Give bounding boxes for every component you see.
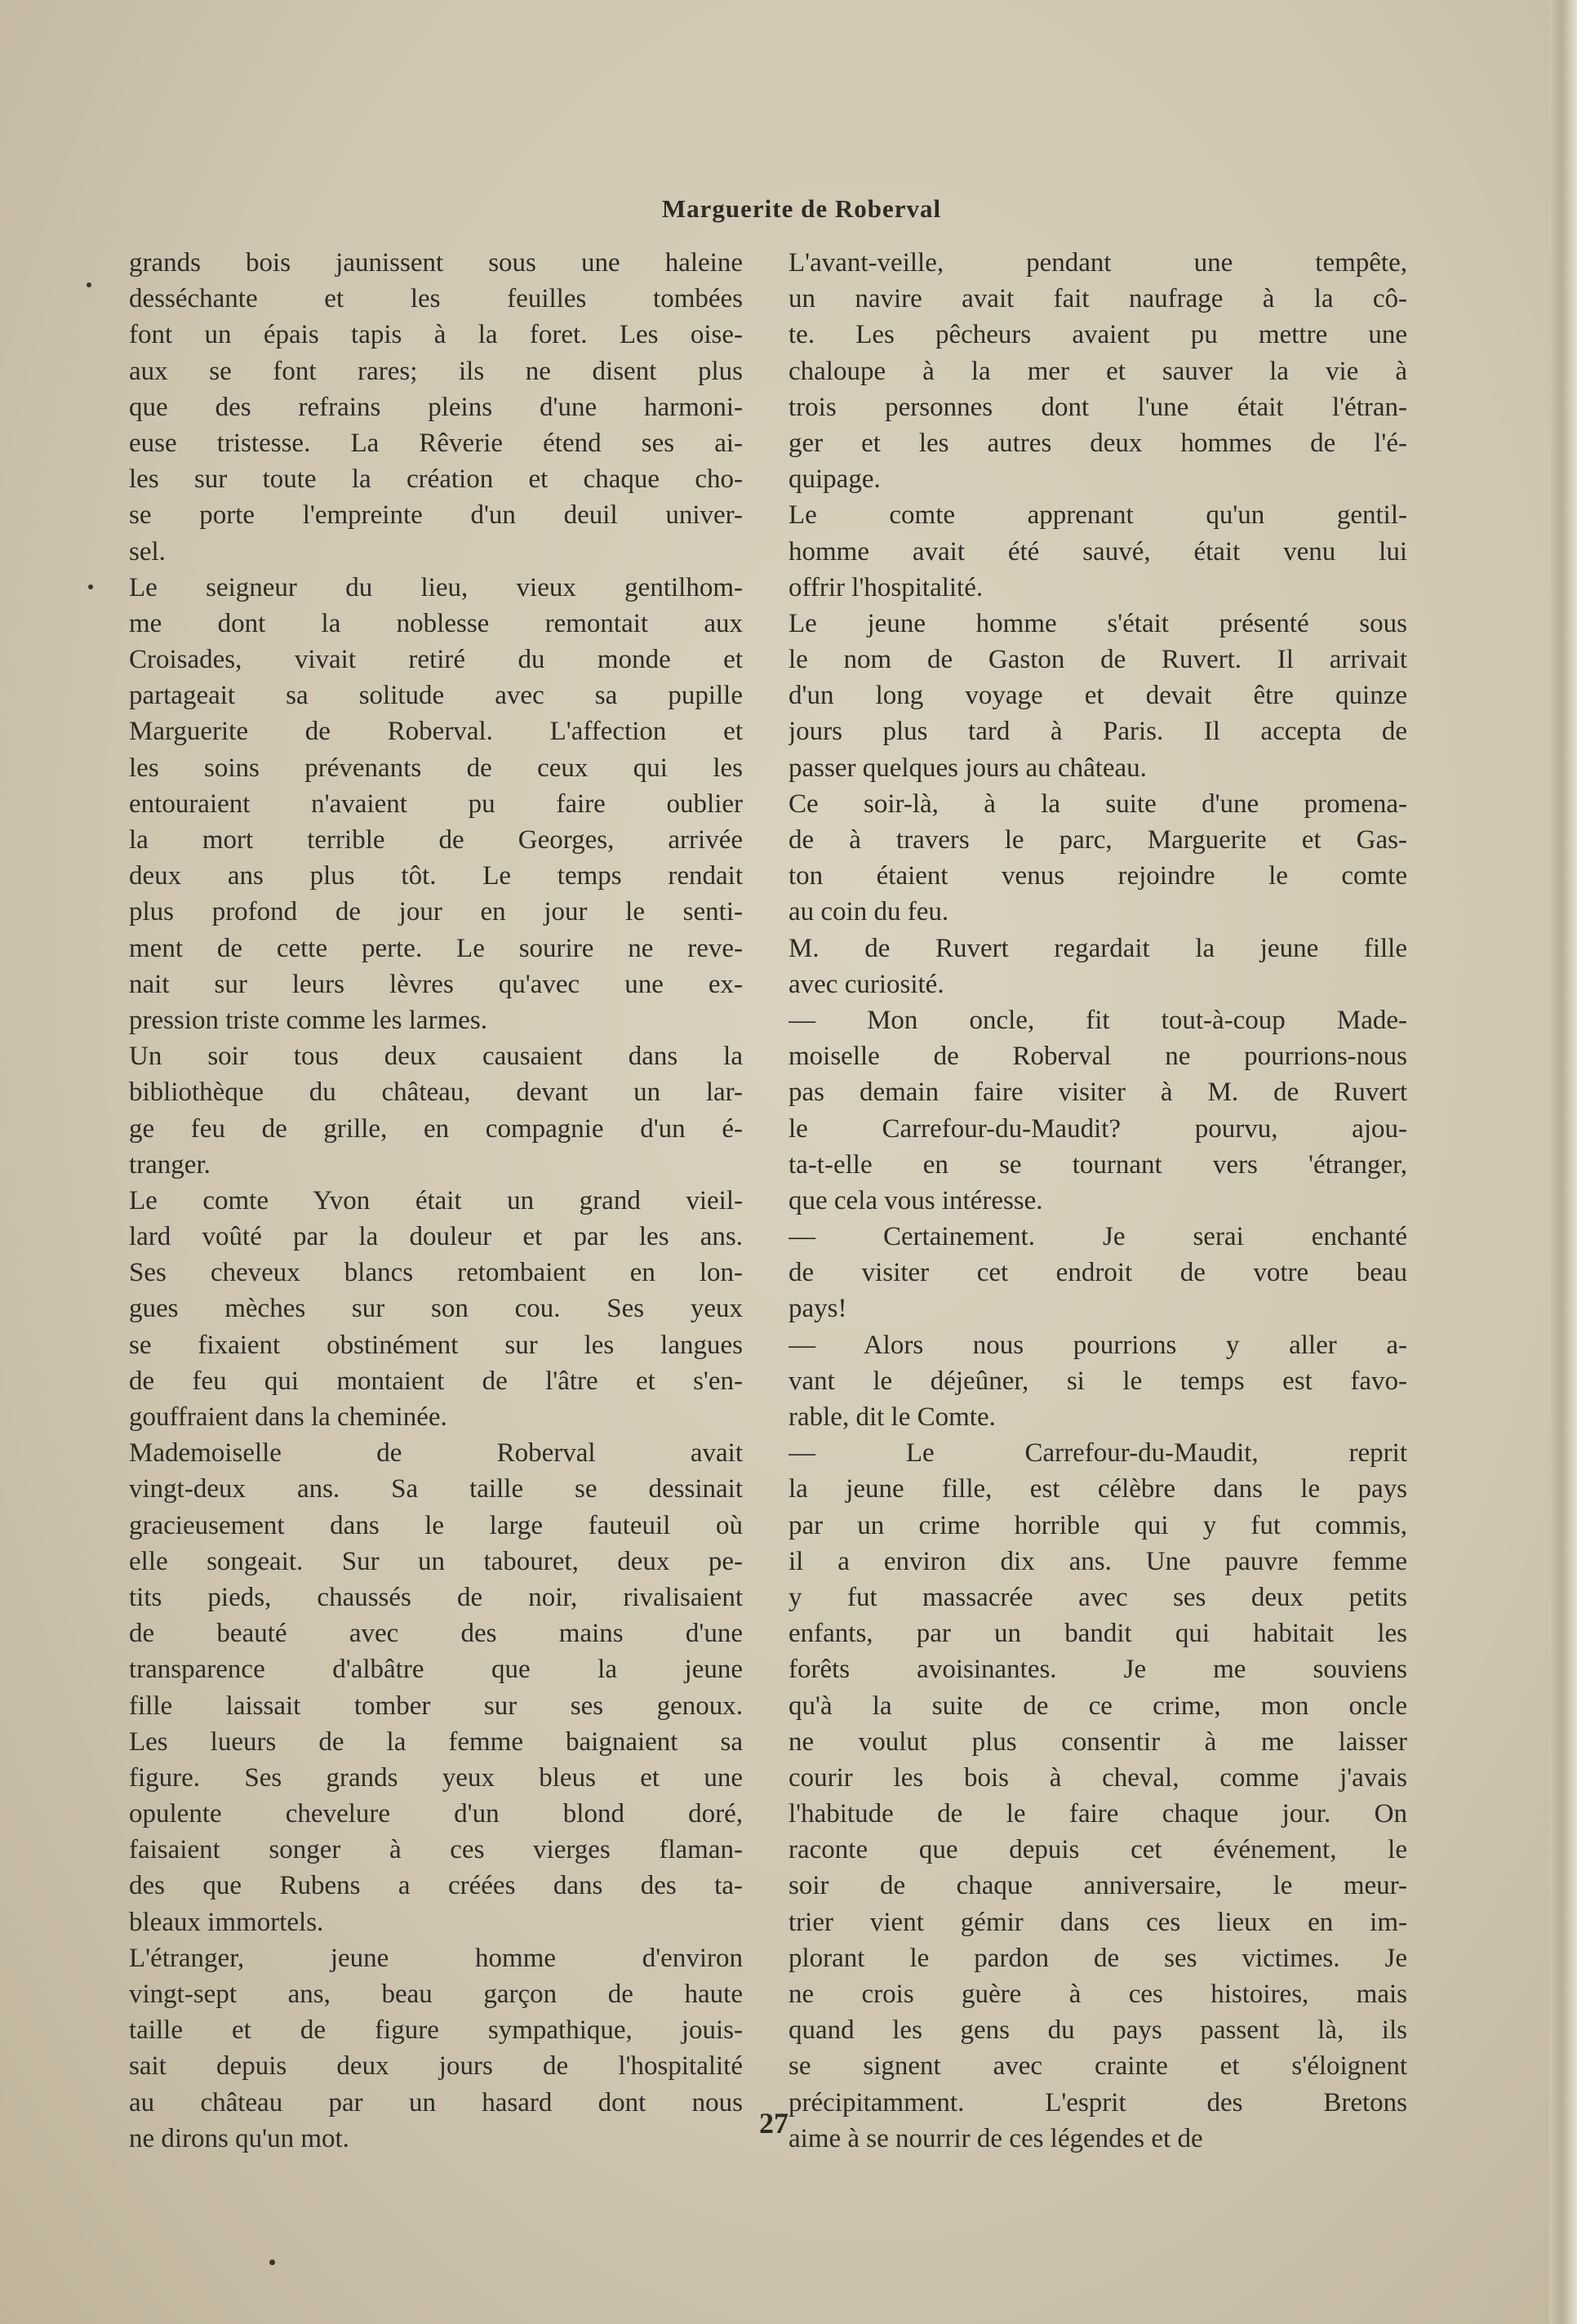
text-line: trier vient gémir dans ces lieux en im- — [788, 1907, 1407, 1937]
text-line: ger et les autres deux hommes de l'é- — [788, 428, 1407, 458]
text-line: gracieusement dans le large fauteuil où — [129, 1510, 743, 1540]
text-line: homme avait été sauvé, était venu lui — [788, 536, 1407, 567]
text-line: entouraient n'avaient pu faire oublier — [129, 789, 743, 819]
text-line: Mademoiselle de Roberval avait — [129, 1438, 743, 1469]
page-number: 27 — [759, 2107, 788, 2140]
text-line: fille laissait tomber sur ses genoux. — [129, 1691, 743, 1721]
text-line: desséchante et les feuilles tombées — [129, 284, 743, 314]
text-line: Marguerite de Roberval. L'affection et — [129, 717, 743, 747]
text-line: ment de cette perte. Le sourire ne reve- — [129, 933, 743, 963]
text-line: de beauté avec des mains d'une — [129, 1619, 743, 1649]
text-line: gues mèches sur son cou. Ses yeux — [129, 1294, 743, 1324]
text-line: que des refrains pleins d'une harmoni- — [129, 392, 743, 422]
text-line: pays! — [788, 1294, 847, 1324]
text-line: te. Les pêcheurs avaient pu mettre une — [788, 320, 1407, 350]
text-line: font un épais tapis à la foret. Les oise- — [129, 320, 743, 350]
text-line: moiselle de Roberval ne pourrions-nous — [788, 1042, 1407, 1072]
ink-speck — [88, 584, 93, 589]
text-line: taille et de figure sympathique, jouis- — [129, 2015, 743, 2046]
text-line: enfants, par un bandit qui habitait les — [788, 1619, 1407, 1649]
text-line: partageait sa solitude avec sa pupille — [129, 681, 743, 711]
text-line: sel. — [129, 536, 166, 567]
text-line: transparence d'albâtre que la jeune — [129, 1655, 743, 1685]
running-head: Marguerite de Roberval — [661, 194, 942, 223]
text-line: — Mon oncle, fit tout-à-coup Made- — [788, 1005, 1407, 1035]
text-line: de visiter cet endroit de votre beau — [788, 1258, 1407, 1288]
text-line: raconte que depuis cet événement, le — [788, 1835, 1407, 1865]
text-line: L'étranger, jeune homme d'environ — [129, 1943, 743, 1973]
text-line: me dont la noblesse remontait aux — [129, 608, 743, 638]
text-line: sait depuis deux jours de l'hospitalité — [129, 2051, 743, 2082]
text-line: la jeune fille, est célèbre dans le pays — [788, 1474, 1407, 1504]
text-line: plorant le pardon de ses victimes. Je — [788, 1943, 1407, 1973]
text-line: quipage. — [788, 464, 881, 495]
text-line: soir de chaque anniversaire, le meur- — [788, 1871, 1407, 1901]
text-line: euse tristesse. La Rêverie étend ses ai- — [129, 428, 743, 458]
text-line: L'avant-veille, pendant une tempête, — [788, 248, 1407, 278]
text-line: opulente chevelure d'un blond doré, — [129, 1799, 743, 1829]
text-line: faisaient songer à ces vierges flaman- — [129, 1835, 743, 1865]
text-line: se porte l'empreinte d'un deuil univer- — [129, 500, 743, 531]
text-line: courir les bois à cheval, comme j'avais — [788, 1762, 1407, 1793]
right-text-column — [788, 245, 1407, 2157]
text-line: chaloupe à la mer et sauver la vie à — [788, 356, 1407, 386]
text-line: pas demain faire visiter à M. de Ruvert — [788, 1078, 1407, 1108]
text-line: vingt-sept ans, beau garçon de haute — [129, 1980, 743, 2009]
text-line: gouffraient dans la cheminée. — [129, 1402, 447, 1432]
text-line: le Carrefour-du-Maudit? pourvu, ajou- — [788, 1113, 1407, 1144]
text-line: Le comte apprenant qu'un gentil- — [788, 500, 1407, 531]
text-line: — Le Carrefour-du-Maudit, reprit — [788, 1438, 1407, 1469]
text-line: vant le déjeûner, si le temps est favo- — [788, 1366, 1407, 1396]
text-line: jours plus tard à Paris. Il accepta de — [788, 717, 1407, 747]
text-line: il a environ dix ans. Une pauvre femme — [788, 1546, 1407, 1576]
text-line: — Alors nous pourrions y aller a- — [788, 1330, 1407, 1360]
text-line: l'habitude de le faire chaque jour. On — [788, 1799, 1407, 1829]
text-line: rable, dit le Comte. — [788, 1402, 996, 1432]
text-line: aux se font rares; ils ne disent plus — [129, 356, 743, 386]
text-line: que cela vous intéresse. — [788, 1185, 1043, 1215]
text-line: nait sur leurs lèvres qu'avec une ex- — [129, 969, 743, 999]
text-line: y fut massacrée avec ses deux petits — [788, 1582, 1407, 1612]
text-line: ta-t-elle en se tournant vers 'étranger, — [788, 1149, 1407, 1180]
text-line: Croisades, vivait retiré du monde et — [129, 645, 743, 675]
text-line: Le comte Yvon était un grand vieil- — [129, 1185, 743, 1215]
text-line: lard voûté par la douleur et par les ans. — [129, 1222, 743, 1252]
text-line: qu'à la suite de ce crime, mon oncle — [788, 1691, 1407, 1721]
text-line: plus profond de jour en jour le senti- — [129, 897, 743, 927]
text-line: bleaux immortels. — [129, 1907, 324, 1937]
text-line: Le seigneur du lieu, vieux gentilhom- — [129, 572, 743, 602]
text-line: bibliothèque du château, devant un lar- — [129, 1078, 743, 1108]
text-line: ne crois guère à ces histoires, mais — [788, 1980, 1407, 2009]
text-line: les sur toute la création et chaque cho- — [129, 464, 743, 495]
text-line: par un crime horrible qui y fut commis, — [788, 1510, 1407, 1540]
text-line: de feu qui montaient de l'âtre et s'en- — [129, 1366, 743, 1396]
text-line: Le jeune homme s'était présenté sous — [788, 608, 1407, 638]
text-line: trois personnes dont l'une était l'étran- — [788, 392, 1407, 422]
text-line: — Certainement. Je serai enchanté — [788, 1222, 1407, 1252]
text-line: forêts avoisinantes. Je me souviens — [788, 1655, 1407, 1685]
text-line: figure. Ses grands yeux bleus et une — [129, 1762, 743, 1793]
text-line: de à travers le parc, Marguerite et Gas- — [788, 825, 1407, 855]
text-line: M. de Ruvert regardait la jeune fille — [788, 933, 1407, 963]
text-line: au château par un hasard dont nous — [129, 2087, 743, 2117]
left-text-column — [129, 245, 743, 2157]
text-line: d'un long voyage et devait être quinze — [788, 681, 1407, 711]
text-line: ge feu de grille, en compagnie d'un é- — [129, 1113, 743, 1144]
text-line: un navire avait fait naufrage à la cô- — [788, 284, 1407, 314]
text-line: quand les gens du pays passent là, ils — [788, 2015, 1407, 2046]
ink-speck — [87, 282, 91, 287]
text-line: Ses cheveux blancs retombaient en lon- — [129, 1258, 743, 1288]
ink-speck — [269, 2260, 275, 2265]
text-line: pression triste comme les larmes. — [129, 1005, 487, 1035]
text-line: se signent avec crainte et s'éloignent — [788, 2051, 1407, 2082]
text-line: se fixaient obstinément sur les langues — [129, 1330, 743, 1360]
text-line: au coin du feu. — [788, 897, 949, 927]
text-line: les soins prévenants de ceux qui les — [129, 753, 743, 783]
text-line: ne dirons qu'un mot. — [129, 2123, 349, 2153]
text-line: le nom de Gaston de Ruvert. Il arrivait — [788, 645, 1407, 675]
text-line: elle songeait. Sur un tabouret, deux pe- — [129, 1546, 743, 1576]
text-line: Un soir tous deux causaient dans la — [129, 1042, 743, 1072]
page-edge — [1549, 0, 1577, 2324]
text-line: des que Rubens a créées dans des ta- — [129, 1871, 743, 1901]
text-line: vingt-deux ans. Sa taille se dessinait — [129, 1474, 743, 1504]
text-line: précipitamment. L'esprit des Bretons — [788, 2087, 1407, 2117]
text-line: grands bois jaunissent sous une haleine — [129, 248, 743, 278]
text-line: tranger. — [129, 1149, 211, 1180]
text-line: deux ans plus tôt. Le temps rendait — [129, 861, 743, 891]
text-line: ton étaient venus rejoindre le comte — [788, 861, 1407, 891]
text-line: Les lueurs de la femme baignaient sa — [129, 1726, 743, 1757]
text-line: la mort terrible de Georges, arrivée — [129, 825, 743, 855]
text-line: Ce soir-là, à la suite d'une promena- — [788, 789, 1407, 819]
text-line: offrir l'hospitalité. — [788, 572, 984, 602]
text-line: aime à se nourrir de ces légendes et de — [788, 2123, 1203, 2153]
text-line: passer quelques jours au château. — [788, 753, 1147, 783]
text-line: ne voulut plus consentir à me laisser — [788, 1726, 1407, 1757]
text-line: tits pieds, chaussés de noir, rivalisaient — [129, 1582, 743, 1612]
text-line: avec curiosité. — [788, 969, 944, 999]
